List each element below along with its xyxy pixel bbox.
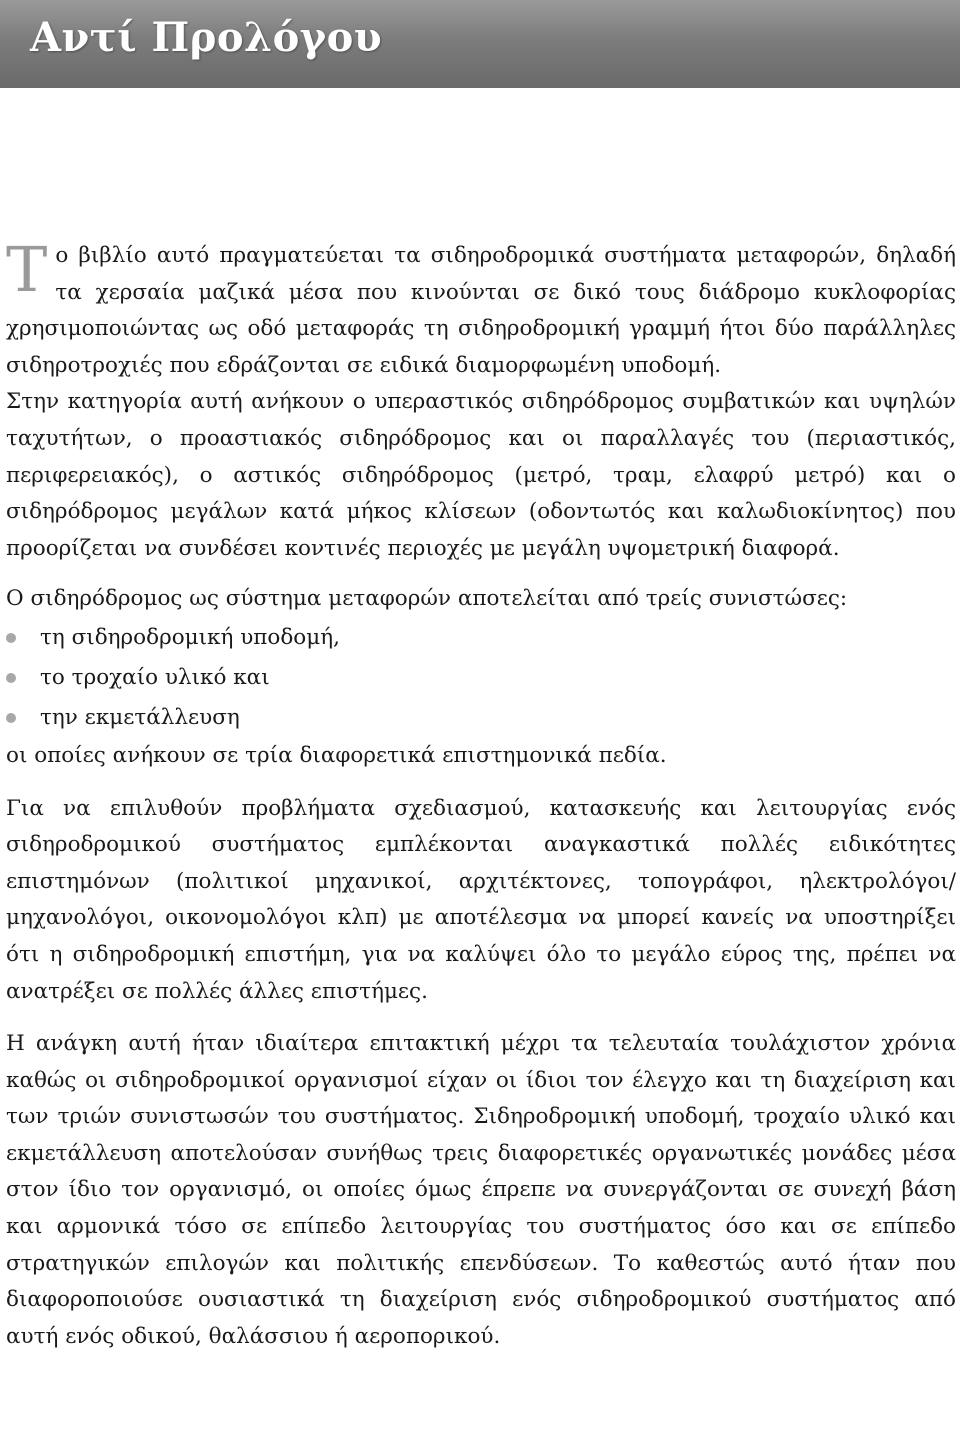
categories-paragraph: Στην κατηγορία αυτή ανήκουν ο υπεραστικός σιδηρόδρομος συμβατικών και υψηλών ταχυτήτων, ο προαστιακός σιδηρόδρομος και οι παραλλαγές του (περιαστικός, περιφερειακός), ο αστικός σιδηρόδρομος (μετρό, τραμ, ελαφρύ μετρό) και ο σιδηρόδρομος μεγάλων κατά μήκος κλίσεων (οδοντωτός και καλωδιοκίνητος) που προορίζεται να συνδέσει κοντινές περιοχές με μεγάλη υψομετρική διαφορά. xyxy=(6,389,956,561)
components-outro: οι οποίες ανήκουν σε τρία διαφορετικά επιστημονικά πεδία. xyxy=(6,742,667,768)
list-item xyxy=(6,698,956,738)
list-item xyxy=(6,658,956,698)
components-intro: Ο σιδηρόδρομος ως σύστημα μεταφορών αποτελείται από τρείς συνιστώσες: xyxy=(6,586,848,612)
drop-cap-letter: Τ xyxy=(6,233,48,306)
components-list xyxy=(6,618,956,738)
bullet-icon xyxy=(6,673,16,683)
disciplines-paragraph: Για να επιλυθούν προβλήματα σχεδιασμού, κατασκευής και λειτουργίας ενός σιδηροδρομικού συστήματος εμπλέκονται αναγκαστικά πολλές ειδικότητες επιστημόνων (πολιτικοί μηχανικοί, αρχιτέκτονες, τοπογράφοι, ηλεκτρολόγοι/μηχανολόγοι, οικονομολόγοι κλπ) με αποτέλεσμα να μπορεί κανείς να υποστηρίξει ότι η σιδηροδρομική επιστήμη, για να καλύψει όλο το μεγάλο εύρος της, πρέπει να ανατρέξει σε πολλές άλλες επιστήμες. xyxy=(6,795,956,1004)
list-item-text: το τροχαίο υλικό και xyxy=(40,664,270,690)
list-item-text: τη σιδηροδρομική υποδομή, xyxy=(40,624,340,650)
chapter-header-band xyxy=(0,0,960,88)
bullet-icon xyxy=(6,633,16,643)
list-item xyxy=(6,618,956,658)
intro-paragraph-text: ο βιβλίο αυτό πραγματεύεται τα σιδηροδρομικά συστήματα μεταφορών, δηλαδή τα χερσαία μαζικά μέσα που κινούνται σε δικό τους διάδρομο κυκλοφορίας χρησιμοποιώντας ως οδό μεταφοράς τη σιδηροδρομική γραμμή ήτοι δύο παράλληλες σιδηροτροχιές που εδράζονται σε ειδικά διαμορφωμένη υποδομή. xyxy=(6,243,956,378)
organization-paragraph: Η ανάγκη αυτή ήταν ιδιαίτερα επιτακτική μέχρι τα τελευταία τουλάχιστον χρόνια καθώς οι σιδηροδρομικοί οργανισμοί είχαν οι ίδιοι τον έλεγχο και τη διαχείριση και των τριών συνιστωσών του συστήματος. Σιδηροδρομική υποδομή, τροχαίο υλικό και εκμετάλλευση αποτελούσαν συνήθως τρεις διαφορετικές οργανωτικές μονάδες μέσα στον ίδιο τον οργανισμό, οι οποίες όμως έπρεπε να συνεργάζονται σε συνεχή βάση και αρμονικά τόσο σε επίπεδο λειτουργίας του συστήματος όσο και σε επίπεδο στρατηγικών επιλογών και πολιτικής επενδύσεων. Το καθεστώς αυτό ήταν που διαφοροποιούσε ουσιαστικά τη διαχείριση ενός σιδηροδρομικού συστήματος από αυτή ενός οδικού, θαλάσσιου ή αεροπορικού. xyxy=(6,1031,956,1349)
list-item-text: την εκμετάλλευση xyxy=(40,704,240,730)
page-body xyxy=(6,233,956,1355)
chapter-title: Αντί Προλόγου xyxy=(30,14,383,61)
bullet-icon xyxy=(6,713,16,723)
intro-paragraph xyxy=(6,233,956,384)
